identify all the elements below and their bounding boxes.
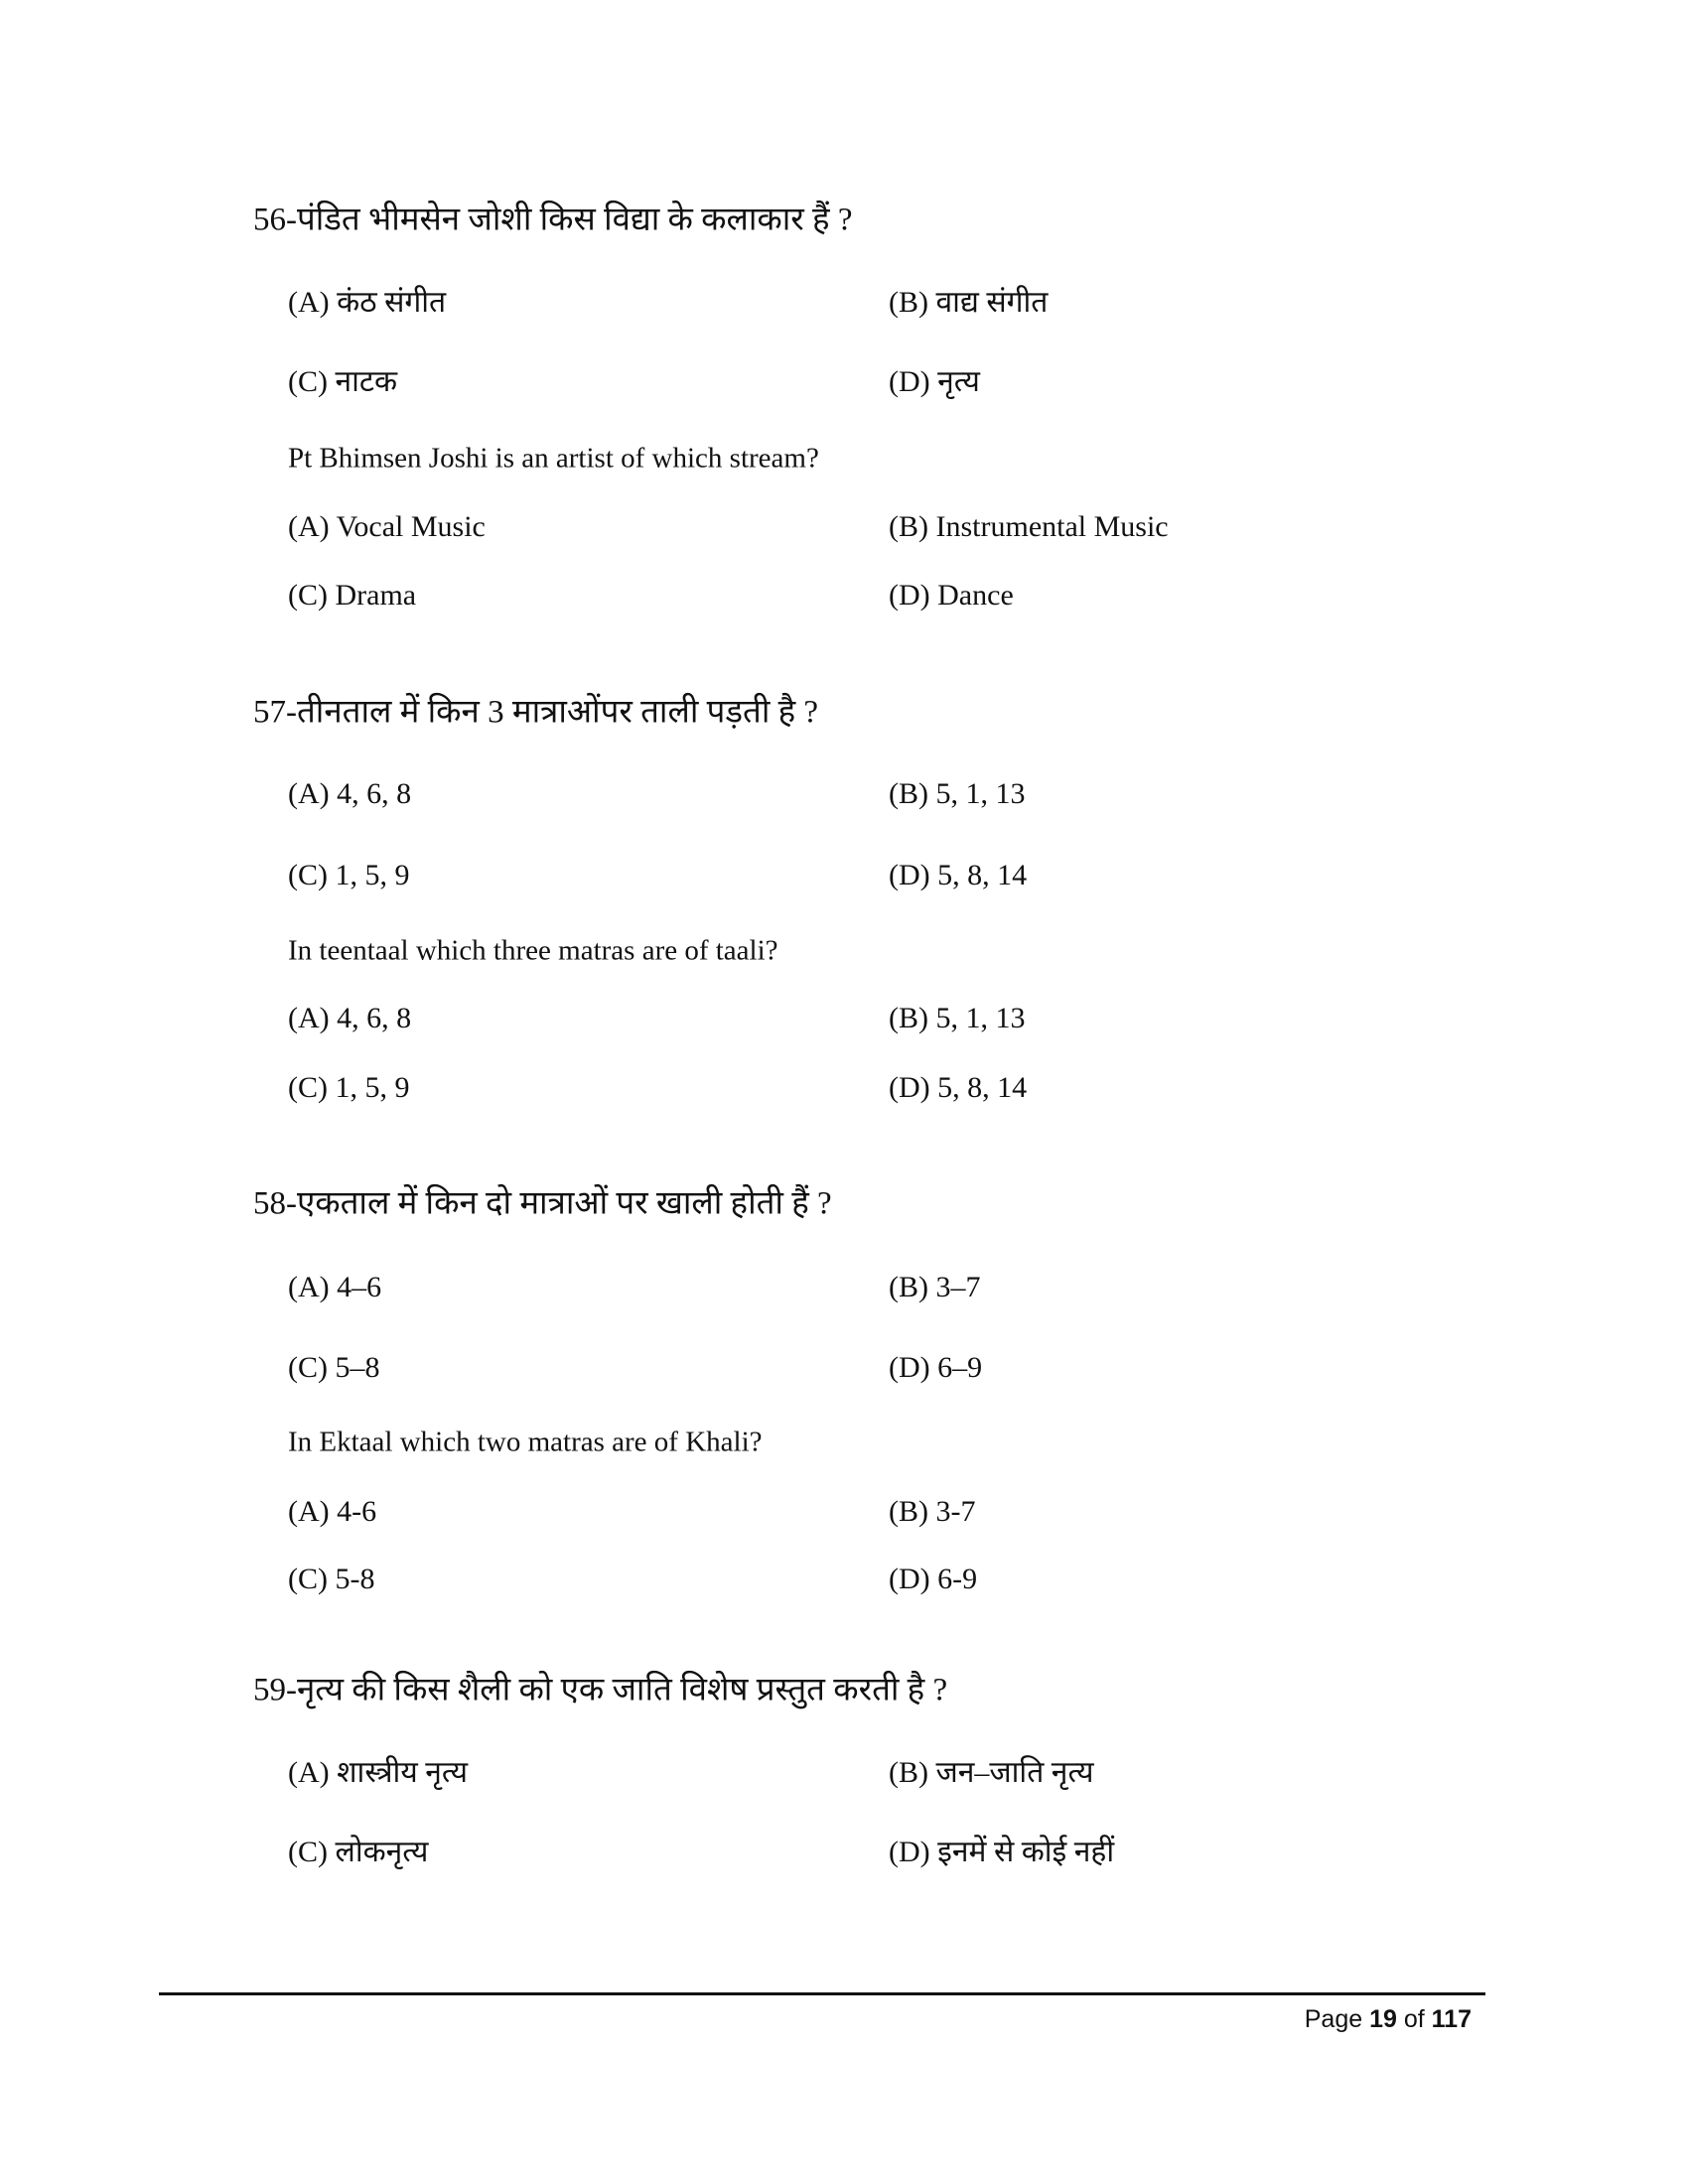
current-page: 19 [1369,2005,1397,2033]
option-d-english: (D) Dance [889,579,1014,612]
question-hindi: 58-एकताल में किन दो मात्राओं पर खाली होती हैं ? [253,1185,832,1222]
option-b: (B) जन–जाति नृत्य [889,1756,1094,1789]
option-c: (C) लोकनृत्य [288,1836,429,1868]
option-d-english: (D) 5, 8, 14 [889,1071,1028,1104]
option-b: (B) वाद्य संगीत [889,286,1049,319]
question-english: In Ektaal which two matras are of Khali? [288,1426,763,1458]
option-b-english: (B) 3-7 [889,1495,976,1528]
option-d: (D) 5, 8, 14 [889,859,1028,891]
option-a: (A) 4–6 [288,1271,382,1303]
question-hindi: 59-नृत्य की किस शैली को एक जाति विशेष प्रस्तुत करती है ? [253,1672,948,1708]
option-c-english: (C) 5-8 [288,1563,375,1595]
question-hindi: 57-तीनताल में किन 3 मात्राओंपर ताली पड़ती है ? [253,694,819,731]
option-c: (C) 1, 5, 9 [288,859,410,891]
option-d: (D) नृत्य [889,365,980,398]
option-c-english: (C) Drama [288,579,417,612]
option-d-english: (D) 6-9 [889,1563,978,1595]
option-d: (D) 6–9 [889,1351,983,1384]
option-b-english: (B) Instrumental Music [889,510,1169,543]
option-b-english: (B) 5, 1, 13 [889,1002,1026,1034]
option-c: (C) नाटक [288,365,398,398]
option-a: (A) कंठ संगीत [288,286,447,319]
page-label: Page [1304,2005,1363,2033]
question-english: Pt Bhimsen Joshi is an artist of which stream? [288,442,819,475]
option-a-english: (A) 4-6 [288,1495,377,1528]
option-a: (A) 4, 6, 8 [288,777,412,810]
option-c-english: (C) 1, 5, 9 [288,1071,410,1104]
question-hindi: 56-पंडित भीमसेन जोशी किस विद्या के कलाकार हैं ? [253,202,853,238]
option-a-english: (A) Vocal Music [288,510,486,543]
total-pages: 117 [1431,2005,1472,2033]
option-a-english: (A) 4, 6, 8 [288,1002,412,1034]
option-d: (D) इनमें से कोई नहीं [889,1836,1115,1868]
of-label: of [1403,2005,1425,2033]
question-english: In teentaal which three matras are of taali? [288,934,778,967]
option-b: (B) 5, 1, 13 [889,777,1026,810]
page-number [1305,2005,1472,2034]
option-c: (C) 5–8 [288,1351,380,1384]
option-b: (B) 3–7 [889,1271,981,1303]
option-a: (A) शास्त्रीय नृत्य [288,1756,468,1789]
footer-divider [159,1992,1485,1995]
